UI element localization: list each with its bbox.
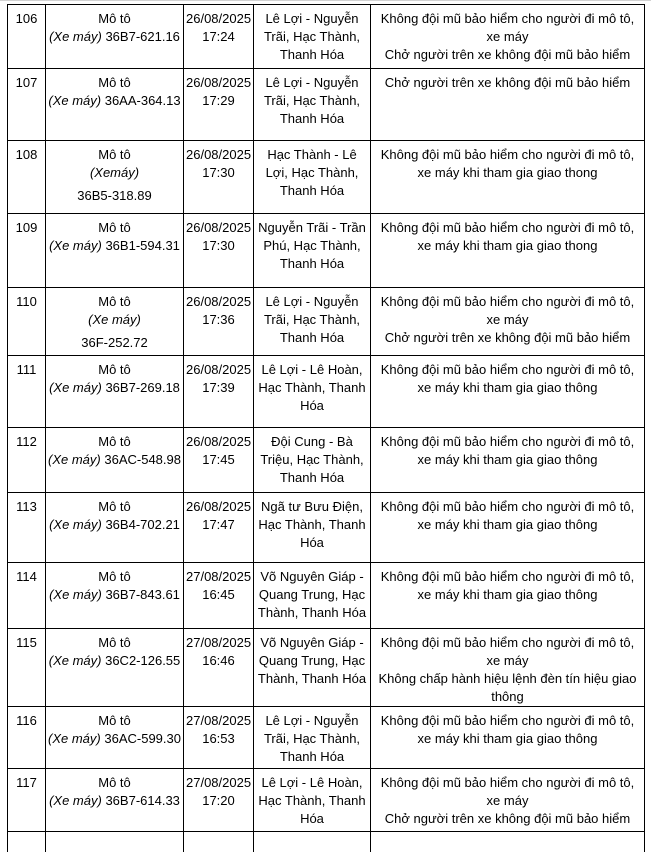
datetime-cell: [184, 288, 254, 356]
violation-text: Không đội mũ bảo hiểm cho người đi mô tô, xe máy khi tham gia giao thông: [380, 362, 635, 395]
violation-text: Chở người trên xe không đội mũ bảo hiểm: [384, 330, 631, 345]
vehicle-cell: [46, 69, 184, 141]
license-plate: 36C2-126.55: [105, 653, 181, 668]
vehicle-cell: [46, 141, 184, 214]
empty-cell: [371, 832, 645, 852]
datetime-cell: [184, 563, 254, 629]
datetime-cell: [184, 428, 254, 493]
violation-cell: [371, 356, 645, 428]
violation-number: 116: [8, 707, 46, 769]
violation-date: 26/08/2025: [186, 147, 252, 162]
license-plate: 36B5-318.89: [77, 188, 152, 203]
violation-text: Không đội mũ bảo hiểm cho người đi mô tô, xe máy: [380, 294, 635, 327]
table-row: [8, 356, 645, 428]
violation-text: Chở người trên xe không đội mũ bảo hiểm: [384, 75, 631, 90]
vehicle-subtype: (Xe máy): [48, 653, 102, 668]
vehicle-cell: [46, 493, 184, 563]
location-cell: Lê Lợi - Lê Hoàn, Hạc Thành, Thanh Hóa: [254, 769, 371, 832]
violation-cell: [371, 428, 645, 493]
vehicle-cell: [46, 214, 184, 288]
vehicle-cell: [46, 563, 184, 629]
license-plate: 36F-252.72: [81, 335, 148, 350]
vehicle-subtype-plate: [48, 92, 181, 110]
location-cell: Võ Nguyên Giáp - Quang Trung, Hạc Thành, Thanh Hóa: [254, 563, 371, 629]
violation-date: 27/08/2025: [186, 635, 252, 650]
violation-text: Không đội mũ bảo hiểm cho người đi mô tô, xe máy: [380, 11, 635, 44]
violation-date: 26/08/2025: [186, 499, 252, 514]
table-row: [8, 5, 645, 69]
violation-cell: [371, 214, 645, 288]
vehicle-type: Mô tô: [98, 434, 131, 449]
vehicle-subtype: (Xe máy): [49, 793, 102, 808]
license-plate: 36AC-599.30: [104, 731, 181, 746]
datetime-cell: [184, 214, 254, 288]
license-plate: 36AA-364.13: [104, 93, 181, 108]
violation-cell: [371, 288, 645, 356]
violation-text: Không chấp hành hiệu lệnh đèn tín hiệu giao thông: [378, 671, 637, 704]
violation-date: 26/08/2025: [186, 220, 252, 235]
vehicle-subtype: (Xe máy): [49, 238, 102, 253]
datetime-cell: [184, 5, 254, 69]
license-plate: 36B7-614.33: [105, 793, 180, 808]
violation-cell: [371, 141, 645, 214]
violation-text: Chở người trên xe không đội mũ bảo hiểm: [384, 811, 631, 826]
location-cell: Ngã tư Bưu Điện, Hạc Thành, Thanh Hóa: [254, 493, 371, 563]
table-row: [8, 141, 645, 214]
violation-cell: [371, 69, 645, 141]
violation-date: 27/08/2025: [186, 713, 252, 728]
location-cell: Võ Nguyên Giáp - Quang Trung, Hạc Thành, Thanh Hóa: [254, 629, 371, 707]
empty-cell: [184, 832, 254, 852]
violation-cell: [371, 493, 645, 563]
vehicle-subtype-plate: [48, 451, 181, 469]
violation-text: Không đội mũ bảo hiểm cho người đi mô tô, xe máy khi tham gia giao thong: [380, 220, 635, 253]
violation-text: Không đội mũ bảo hiểm cho người đi mô tô, xe máy khi tham gia giao thong: [380, 147, 635, 180]
vehicle-type: Mô tô: [98, 569, 131, 584]
vehicle-cell: [46, 769, 184, 832]
violation-text: Chở người trên xe không đội mũ bảo hiểm: [384, 47, 631, 62]
vehicle-cell: [46, 707, 184, 769]
violation-date: 27/08/2025: [186, 775, 252, 790]
violation-number: 113: [8, 493, 46, 563]
location-cell: Lê Lợi - Lê Hoàn, Hạc Thành, Thanh Hóa: [254, 356, 371, 428]
vehicle-cell: [46, 356, 184, 428]
location-cell: Đội Cung - Bà Triệu, Hạc Thành, Thanh Hóa: [254, 428, 371, 493]
vehicle-subtype: (Xemáy): [89, 165, 140, 180]
violation-text: Không đội mũ bảo hiểm cho người đi mô tô, xe máy khi tham gia giao thông: [380, 499, 635, 532]
vehicle-cell: [46, 5, 184, 69]
empty-cell: [8, 832, 46, 852]
violation-text: Không đội mũ bảo hiểm cho người đi mô tô, xe máy khi tham gia giao thông: [380, 434, 635, 467]
vehicle-subtype-plate: [48, 28, 181, 46]
violation-number: 107: [8, 69, 46, 141]
violation-time: 17:29: [202, 93, 235, 108]
license-plate: 36B4-702.21: [105, 517, 180, 532]
violation-number: 110: [8, 288, 46, 356]
vehicle-subtype: (Xe máy): [49, 517, 102, 532]
violation-time: 17:20: [202, 793, 235, 808]
datetime-cell: [184, 69, 254, 141]
datetime-cell: [184, 769, 254, 832]
violation-number: 112: [8, 428, 46, 493]
violation-text: Không đội mũ bảo hiểm cho người đi mô tô, xe máy khi tham gia giao thông: [380, 713, 635, 746]
vehicle-subtype-plate: [48, 730, 181, 748]
violation-number: 111: [8, 356, 46, 428]
violation-time: 17:47: [202, 517, 235, 532]
violation-number: 115: [8, 629, 46, 707]
datetime-cell: [184, 141, 254, 214]
violation-date: 26/08/2025: [186, 294, 252, 309]
violation-cell: [371, 629, 645, 707]
location-cell: Nguyễn Trãi - Trần Phú, Hạc Thành, Thanh Hóa: [254, 214, 371, 288]
violation-cell: [371, 769, 645, 832]
vehicle-subtype: (Xe máy): [49, 29, 102, 44]
vehicle-type: Mô tô: [98, 775, 131, 790]
vehicle-subtype-plate: [48, 237, 181, 255]
vehicle-cell: [46, 629, 184, 707]
license-plate: 36B7-621.16: [105, 29, 180, 44]
license-plate: 36B7-269.18: [105, 380, 180, 395]
license-plate: 36B1-594.31: [105, 238, 180, 253]
vehicle-subtype-plate: [48, 586, 181, 604]
vehicle-subtype-plate: [48, 792, 181, 810]
table-row: [8, 707, 645, 769]
vehicle-type: Mô tô: [98, 713, 131, 728]
vehicle-subtype: (Xe máy): [49, 587, 102, 602]
violation-time: 17:39: [202, 380, 235, 395]
vehicle-type: Mô tô: [98, 75, 131, 90]
vehicle-type: Mô tô: [98, 220, 131, 235]
datetime-cell: [184, 493, 254, 563]
violation-time: 17:30: [202, 165, 235, 180]
table-row: [8, 629, 645, 707]
violation-date: 26/08/2025: [186, 75, 252, 90]
violations-table: [7, 4, 645, 852]
vehicle-type: Mô tô: [98, 499, 131, 514]
violation-time: 16:46: [202, 653, 235, 668]
table-row: [8, 769, 645, 832]
violation-time: 17:24: [202, 29, 235, 44]
location-cell: Lê Lợi - Nguyễn Trãi, Hạc Thành, Thanh Hóa: [254, 5, 371, 69]
table-row: [8, 428, 645, 493]
table-row: [8, 214, 645, 288]
vehicle-subtype-plate: [48, 516, 181, 534]
violation-number: 114: [8, 563, 46, 629]
table-row: [8, 69, 645, 141]
violation-date: 27/08/2025: [186, 569, 252, 584]
vehicle-subtype: (Xe máy): [49, 380, 102, 395]
violation-cell: [371, 707, 645, 769]
vehicle-cell: [46, 428, 184, 493]
datetime-cell: [184, 356, 254, 428]
datetime-cell: [184, 629, 254, 707]
violation-text: Không đội mũ bảo hiểm cho người đi mô tô, xe máy khi tham gia giao thông: [380, 569, 635, 602]
violation-cell: [371, 563, 645, 629]
violation-time: 17:45: [202, 452, 235, 467]
violation-time: 17:36: [202, 312, 235, 327]
violation-date: 26/08/2025: [186, 11, 252, 26]
violation-number: 108: [8, 141, 46, 214]
violation-date: 26/08/2025: [186, 362, 252, 377]
vehicle-subtype: (Xe máy): [88, 312, 141, 327]
violation-number: 106: [8, 5, 46, 69]
table-row: [8, 288, 645, 356]
table-row: [8, 563, 645, 629]
violation-time: 16:53: [202, 731, 235, 746]
license-plate: 36AC-548.98: [104, 452, 181, 467]
license-plate: 36B7-843.61: [105, 587, 180, 602]
empty-cell: [254, 832, 371, 852]
violation-number: 117: [8, 769, 46, 832]
vehicle-type: Mô tô: [98, 11, 131, 26]
vehicle-type: Mô tô: [98, 635, 131, 650]
vehicle-subtype-plate: [48, 652, 181, 670]
violation-date: 26/08/2025: [186, 434, 252, 449]
vehicle-type: Mô tô: [98, 362, 131, 377]
location-cell: Lê Lợi - Nguyễn Trãi, Hạc Thành, Thanh Hóa: [254, 707, 371, 769]
vehicle-type: Mô tô: [98, 147, 131, 162]
violation-number: 109: [8, 214, 46, 288]
location-cell: Lê Lợi - Nguyễn Trãi, Hạc Thành, Thanh Hóa: [254, 288, 371, 356]
vehicle-subtype: (Xe máy): [48, 93, 102, 108]
table-row-partial: [8, 832, 645, 852]
empty-cell: [46, 832, 184, 852]
vehicle-subtype-plate: [48, 379, 181, 397]
violation-cell: [371, 5, 645, 69]
page-top-hairline: [0, 0, 651, 1]
location-cell: Hạc Thành - Lê Lợi, Hạc Thành, Thanh Hóa: [254, 141, 371, 214]
violation-text: Không đội mũ bảo hiểm cho người đi mô tô, xe máy: [380, 775, 635, 808]
vehicle-subtype: (Xe máy): [48, 452, 101, 467]
vehicle-cell: [46, 288, 184, 356]
table-row: [8, 493, 645, 563]
violation-time: 16:45: [202, 587, 235, 602]
vehicle-type: Mô tô: [98, 294, 131, 309]
datetime-cell: [184, 707, 254, 769]
vehicle-subtype: (Xe máy): [48, 731, 101, 746]
violation-time: 17:30: [202, 238, 235, 253]
location-cell: Lê Lợi - Nguyễn Trãi, Hạc Thành, Thanh Hóa: [254, 69, 371, 141]
violation-text: Không đội mũ bảo hiểm cho người đi mô tô, xe máy: [380, 635, 635, 668]
